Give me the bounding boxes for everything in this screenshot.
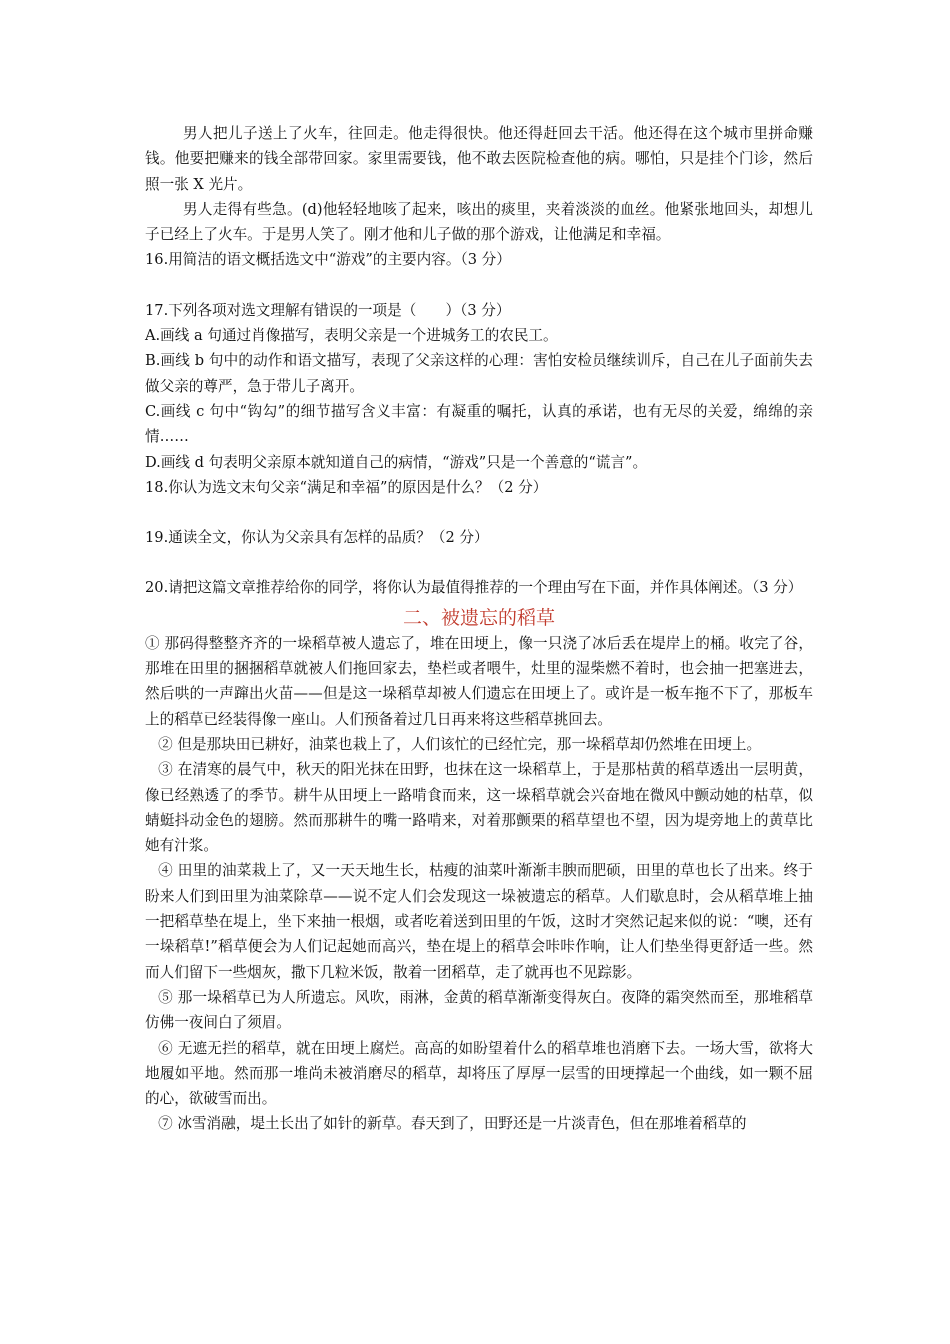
question-16: 16.用简洁的语文概括选文中“游戏”的主要内容。（3 分）: [145, 251, 511, 269]
essay-paragraph-6: ⑥ 无遮无拦的稻草，就在田埂上腐烂。高高的如盼望着什么的稻草堆也消磨下去。一场大雪，欲将大地履如平地。然而那一堆尚未被消磨尽的稻草，却将压了厚厚一层雪的田埂撑起一个曲线，如一颗不屈的心，欲破雪而出。: [145, 1039, 813, 1108]
question-18: 18.你认为选文末句父亲“满足和幸福”的原因是什么？（2 分）: [145, 478, 548, 496]
question-17: 17.下列各项对选文理解有错误的一项是（ ）（3 分）: [145, 301, 511, 319]
answer-space: [145, 500, 813, 525]
answer-space: [145, 273, 813, 298]
option-a: A.画线 a 句通过肖像描写，表明父亲是一个进城务工的农民工。: [145, 327, 558, 345]
essay-paragraph-3: ③ 在清寒的晨气中，秋天的阳光抹在田野，也抹在这一垛稻草上，于是那枯黄的稻草透出一层明黄，像已经熟透了的季节。耕牛从田埂上一路啃食而来，这一垛稻草就会兴奋地在微风中颤动她的枯草，似蜻蜓抖动金色的翅膀。然而那耕牛的嘴一路啃来，对着那颤栗的稻草望也不望，因为堤旁地上的黄草比她有汁浆。: [145, 761, 813, 855]
essay-paragraph-7: ⑦ 冰雪消融，堤土长出了如针的新草。春天到了，田野还是一片淡青色，但在那堆着稻草的: [158, 1115, 747, 1133]
option-c: C.画线 c 句中“钩勾”的细节描写含义丰富：有凝重的嘱托，认真的承诺，也有无尽的关爱，绵绵的亲情……: [145, 402, 813, 446]
essay-paragraph-5: ⑤ 那一垛稻草已为人所遗忘。风吹，雨淋，金黄的稻草渐渐变得灰白。夜降的霜突然而至，那堆稻草仿佛一夜间白了须眉。: [145, 988, 813, 1032]
essay-paragraph-1: ① 那码得整整齐齐的一垛稻草被人遗忘了，堆在田埂上，像一只浇了冰后丢在堤岸上的桶。收完了谷，那堆在田里的捆捆稻草就被人们拖回家去，垫栏或者喂牛，灶里的湿柴燃不着时，也会抽一把塞进去，然后哄的一声蹿出火苗——但是这一垛稻草却被人们遗忘在田埂上了。或许是一板车拖不下了，那板车上的稻草已经装得像一座山。人们预备着过几日再来将这些稻草挑回去。: [145, 634, 813, 728]
answer-space: [145, 550, 813, 575]
option-b: B.画线 b 句中的动作和语文描写，表现了父亲这样的心理：害怕安检员继续训斥，自己在儿子面前失去做父亲的尊严，急于带儿子离开。: [145, 352, 813, 395]
essay-paragraph-2: ② 但是那块田已耕好，油菜也栽上了，人们该忙的已经忙完，那一垛稻草却仍然堆在田埂上。: [158, 735, 762, 753]
section-title: 二、被遗忘的稻草: [402, 606, 555, 629]
essay-paragraph-4: ④ 田里的油菜栽上了，又一天天地生长，枯瘦的油菜叶渐渐丰腴而肥硕，田里的草也长了出来。终于盼来人们到田里为油菜除草——说不定人们会发现这一垛被遗忘的稻草。人们歇息时，会从稻草堆上抽一把稻草垫在堤上，坐下来抽一根烟，或者吃着送到田里的午饭，这时才突然记起来似的说：“噢，还有一垛稻草!”稻草便会为人们记起她而高兴，垫在堤上的稻草会咔咔作响，让人们垫坐得更舒适一些。然而人们留下一些烟灰，撒下几粒米饭，散着一团稻草，走了就再也不见踪影。: [145, 862, 813, 981]
question-19: 19.通读全文，你认为父亲具有怎样的品质？（2 分）: [145, 529, 489, 547]
passage-paragraph: 男人把儿子送上了火车，往回走。他走得很快。他还得赶回去干活。他还得在这个城市里拼命赚钱。他要把赚来的钱全部带回家。家里需要钱，他不敢去医院检查他的病。哪怕，只是挂个门诊，然后照一张 X 光片。: [145, 125, 813, 193]
question-20: 20.请把这篇文章推荐给你的同学，将你认为最值得推荐的一个理由写在下面，并作具体阐述。（3 分）: [145, 579, 803, 597]
passage-paragraph: 男人走得有些急。(d)他轻轻地咳了起来，咳出的痰里，夹着淡淡的血丝。他紧张地回头，却想儿子已经上了火车。于是男人笑了。刚才他和儿子做的那个游戏，让他满足和幸福。: [145, 200, 813, 244]
document-body: [145, 121, 813, 1137]
option-d: D.画线 d 句表明父亲原本就知道自己的病情，“游戏”只是一个善意的“谎言”。: [145, 453, 648, 471]
